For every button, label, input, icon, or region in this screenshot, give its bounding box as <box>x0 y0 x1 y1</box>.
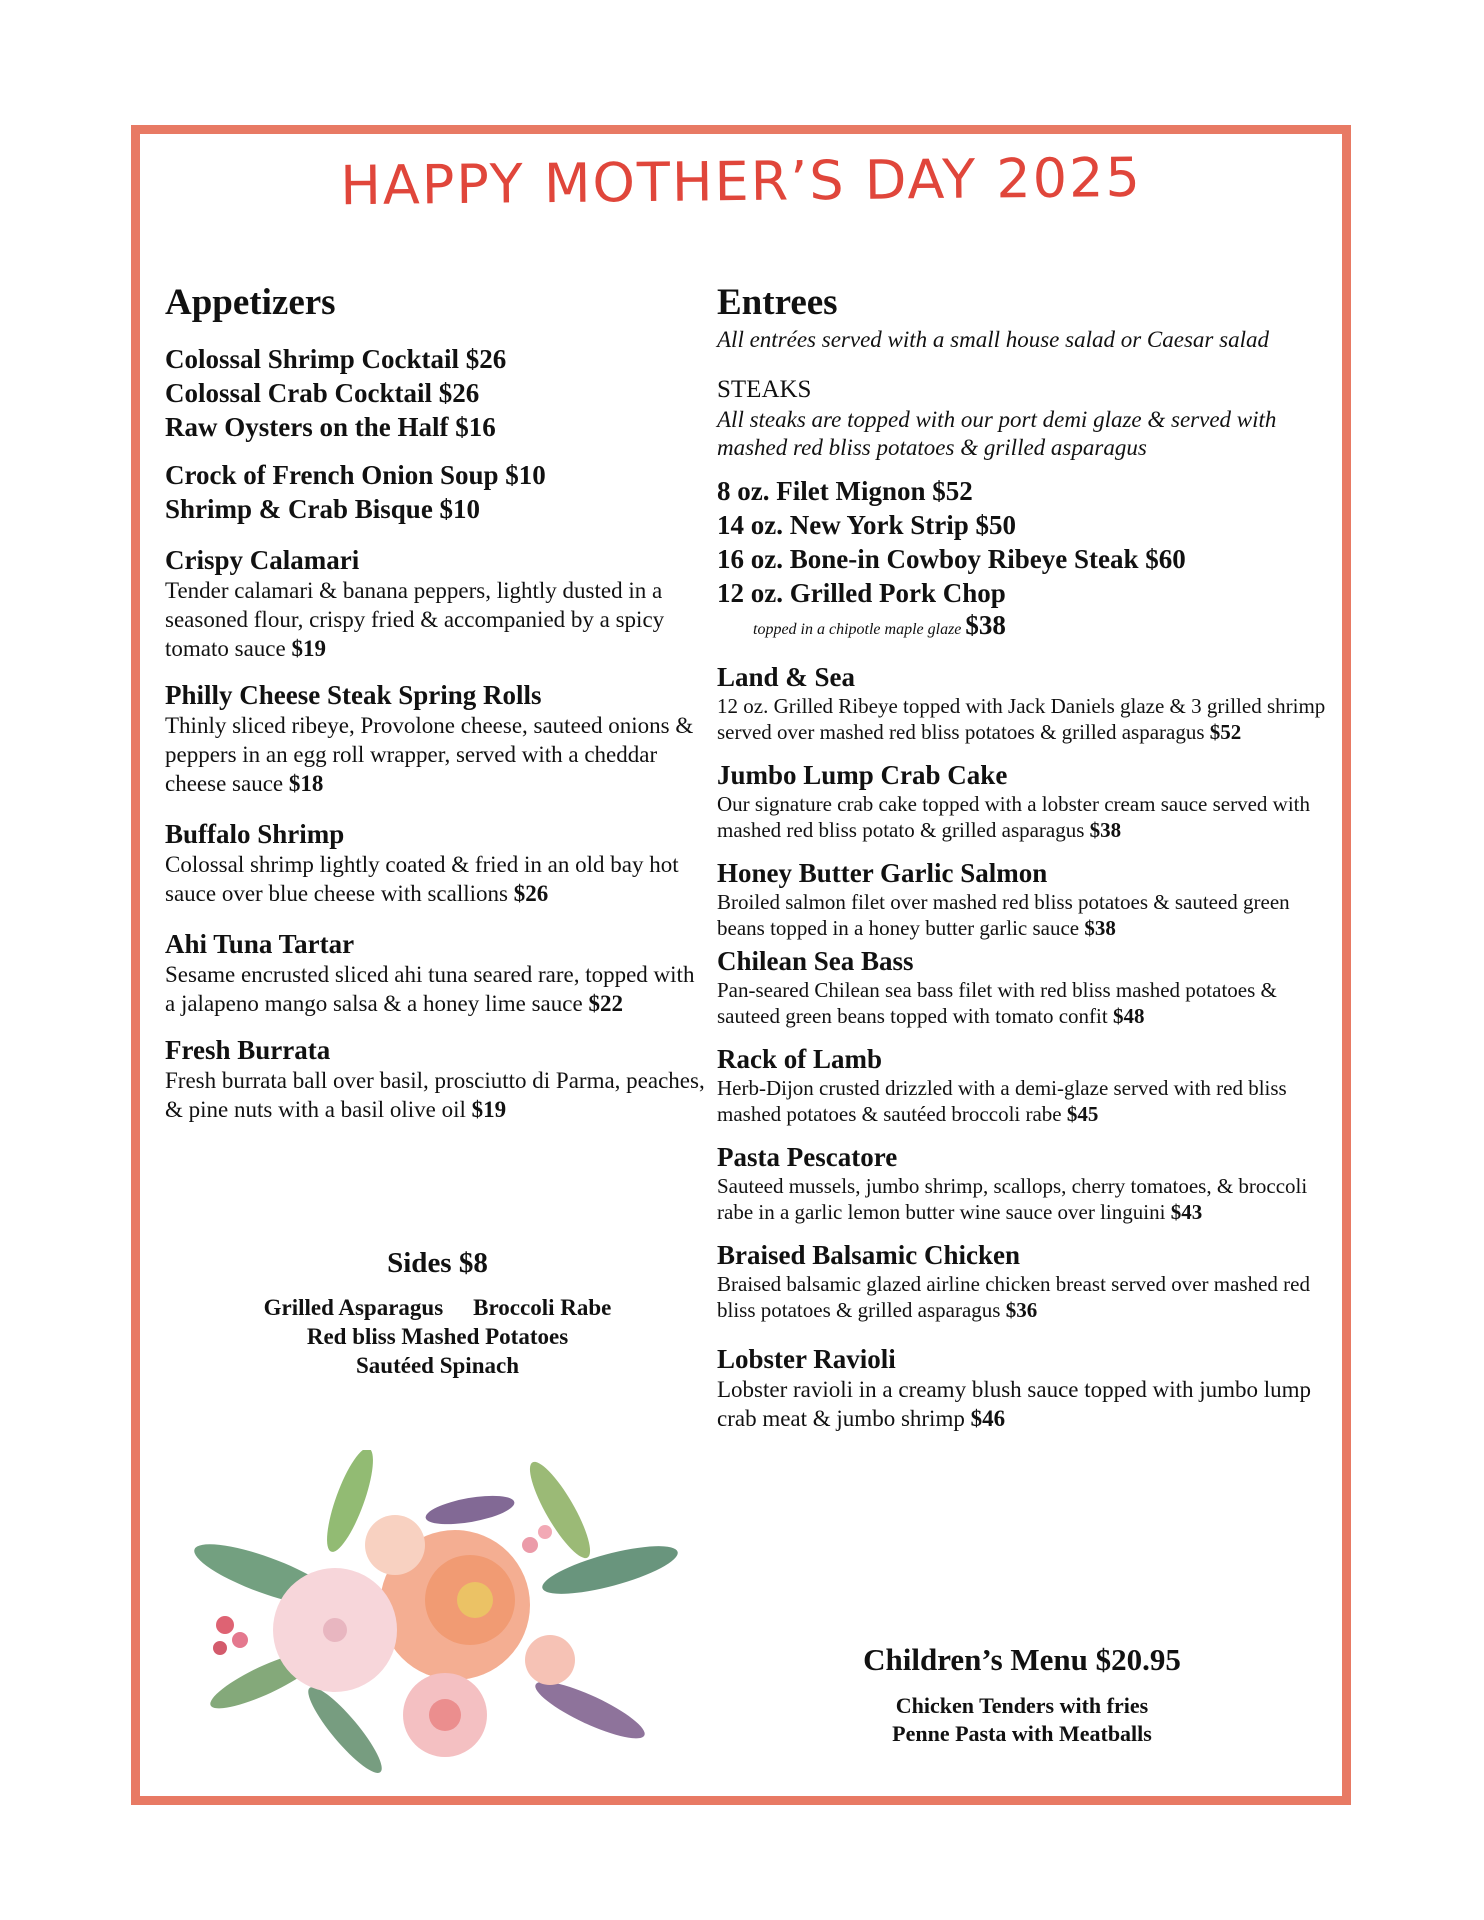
menu-title: HAPPY MOTHER’S DAY 2025 <box>339 145 1143 218</box>
item-description: Pan-seared Chilean sea bass filet with red bliss mashed potatoes & sauteed green beans topped with tomato confit $48 <box>717 978 1277 1028</box>
menu-item <box>717 661 1327 745</box>
appetizers-heading: Appetizers <box>165 282 336 323</box>
item-name: Land & Sea <box>717 662 856 692</box>
side-item: Red bliss Mashed Potatoes <box>306 1324 569 1349</box>
item-name: Fresh Burrata <box>165 1035 331 1065</box>
item-description: Lobster ravioli in a creamy blush sauce topped with jumbo lump crab meat & jumbo shrimp $46 <box>717 1377 1312 1431</box>
sides-section <box>165 1243 710 1380</box>
menu-item <box>717 1239 1327 1323</box>
item-description: Thinly sliced ribeye, Provolone cheese, sauteed onions & peppers in an egg roll wrapper, served with a cheddar cheese sauce $18 <box>165 713 694 796</box>
steaks-heading: STEAKS <box>717 376 812 403</box>
sides-title: Sides $8 <box>387 1247 488 1279</box>
leaf-shape <box>424 1490 517 1529</box>
item-name: Lobster Ravioli <box>717 1344 896 1374</box>
leaf-shape <box>538 1536 682 1603</box>
item-price: $38 <box>965 610 1006 640</box>
item-price: $38 <box>1089 818 1122 842</box>
menu-item <box>165 679 710 798</box>
side-item: Sautéed Spinach <box>356 1353 519 1378</box>
appetizer-line: Raw Oysters on the Half $16 <box>165 412 496 442</box>
menu-item <box>717 759 1327 843</box>
item-price: $22 <box>588 991 623 1016</box>
menu-item <box>165 818 710 908</box>
menu-item <box>165 544 710 663</box>
appetizer-group-soups <box>165 458 710 526</box>
item-name: Buffalo Shrimp <box>165 819 345 849</box>
appetizer-line: Colossal Shrimp Cocktail $26 <box>165 344 507 374</box>
item-name: Crispy Calamari <box>165 545 360 575</box>
item-name: Braised Balsamic Chicken <box>717 1240 1021 1270</box>
item-price: $45 <box>1066 1102 1099 1126</box>
item-price: $52 <box>1209 720 1242 744</box>
flower-shape <box>429 1699 461 1731</box>
menu-item <box>165 1034 710 1124</box>
steaks-note: All steaks are topped with our port demi glaze & served with mashed red bliss potatoes & grilled asparagus <box>717 407 1277 460</box>
item-description: Colossal shrimp lightly coated & fried in an old bay hot sauce over blue cheese with scallions $26 <box>165 852 679 906</box>
item-price: $19 <box>291 636 326 661</box>
steak-line: 16 oz. Bone-in Cowboy Ribeye Steak $60 <box>717 544 1186 574</box>
appetizer-line: Colossal Crab Cocktail $26 <box>165 378 480 408</box>
item-description: Herb-Dijon crusted drizzled with a demi-glaze served with red bliss mashed potatoes & sautéed broccoli rabe $45 <box>717 1076 1287 1126</box>
item-name: Pasta Pescatore <box>717 1142 898 1172</box>
item-price: $43 <box>1170 1200 1203 1224</box>
item-description: Sauteed mussels, jumbo shrimp, scallops, cherry tomatoes, & broccoli rabe in a garlic lemon butter wine sauce over linguini $43 <box>717 1174 1308 1224</box>
item-name: Rack of Lamb <box>717 1044 883 1074</box>
flower-shape <box>457 1582 493 1618</box>
flower-shape <box>323 1618 347 1642</box>
item-name: Philly Cheese Steak Spring Rolls <box>165 680 542 710</box>
item-description: Fresh burrata ball over basil, prosciutto di Parma, peaches, & pine nuts with a basil olive oil $19 <box>165 1068 705 1122</box>
item-price: $36 <box>1005 1298 1038 1322</box>
item-description: Broiled salmon filet over mashed red bliss potatoes & sauteed green beans topped in a honey butter garlic sauce $38 <box>717 890 1290 940</box>
menu-item <box>717 945 1327 1029</box>
flower-shape <box>365 1515 425 1575</box>
menu-item <box>717 1043 1327 1127</box>
appetizer-line: Shrimp & Crab Bisque $10 <box>165 494 481 524</box>
appetizer-group-cold <box>165 342 710 444</box>
item-price: $19 <box>471 1097 507 1122</box>
menu-item <box>717 857 1327 941</box>
item-name: Chilean Sea Bass <box>717 946 914 976</box>
flower-shape <box>525 1635 575 1685</box>
berry-shape <box>232 1632 248 1648</box>
steak-line: 14 oz. New York Strip $50 <box>717 510 1016 540</box>
floral-illustration <box>170 1450 700 1795</box>
kids-item: Penne Pasta with Meatballs <box>892 1721 1152 1746</box>
menu-item <box>717 1141 1327 1225</box>
childrens-menu <box>717 1640 1327 1748</box>
item-description: 12 oz. Grilled Ribeye topped with Jack Daniels glaze & 3 grilled shrimp served over mashed red bliss potatoes & grilled asparagus $52 <box>717 694 1326 744</box>
entrees-heading: Entrees <box>717 282 838 323</box>
item-price: $18 <box>288 771 324 796</box>
item-price: $46 <box>970 1406 1006 1431</box>
entrees-note: All entrées served with a small house salad or Caesar salad <box>717 327 1269 352</box>
appetizer-line: Crock of French Onion Soup $10 <box>165 460 546 490</box>
item-description: Braised balsamic glazed airline chicken breast served over mashed red bliss potatoes & grilled asparagus $36 <box>717 1272 1310 1322</box>
item-price: $26 <box>513 881 549 906</box>
steaks-list <box>717 474 1327 645</box>
childrens-menu-title: Children’s Menu $20.95 <box>863 1642 1181 1677</box>
berry-shape <box>522 1537 538 1553</box>
item-price: $48 <box>1112 1004 1145 1028</box>
item-name: Honey Butter Garlic Salmon <box>717 858 1048 888</box>
leaf-shape <box>300 1680 391 1781</box>
side-item: Grilled Asparagus <box>263 1295 444 1320</box>
menu-item <box>717 1343 1327 1433</box>
item-name: Jumbo Lump Crab Cake <box>717 760 1008 790</box>
item-price: $38 <box>1084 916 1116 940</box>
steak-line: 12 oz. Grilled Pork Chop <box>717 578 1006 608</box>
appetizers-column <box>165 280 710 1138</box>
berry-shape <box>538 1525 552 1539</box>
item-description: Sesame encrusted sliced ahi tuna seared rare, topped with a jalapeno mango salsa & a honey lime sauce $22 <box>165 962 695 1016</box>
item-description: Our signature crab cake topped with a lobster cream sauce served with mashed red bliss potato & grilled asparagus $38 <box>717 792 1311 842</box>
pork-chop-note: topped in a chipotle maple glaze $38 <box>753 610 1006 640</box>
menu-item <box>165 928 710 1018</box>
berry-shape <box>216 1616 234 1634</box>
item-name: Ahi Tuna Tartar <box>165 929 355 959</box>
steak-line: 8 oz. Filet Mignon $52 <box>717 476 973 506</box>
side-item: Broccoli Rabe <box>473 1295 612 1320</box>
kids-item: Chicken Tenders with fries <box>895 1693 1149 1718</box>
sides-line <box>165 1293 710 1322</box>
berry-shape <box>213 1641 227 1655</box>
entrees-column <box>717 280 1327 1447</box>
item-description: Tender calamari & banana peppers, lightly dusted in a seasoned flour, crispy fried & accompanied by a spicy tomato sauce $19 <box>165 578 665 661</box>
